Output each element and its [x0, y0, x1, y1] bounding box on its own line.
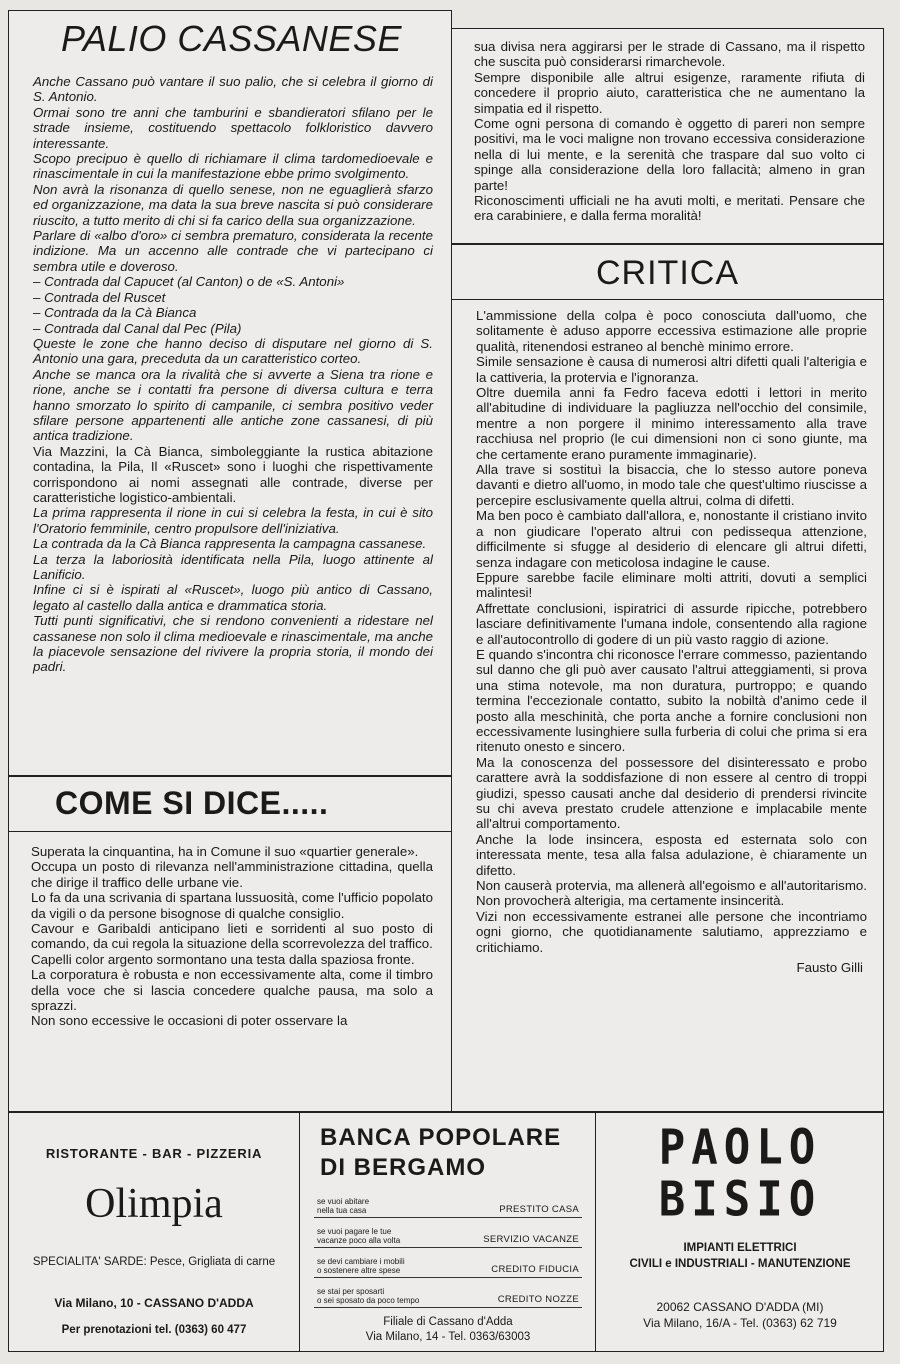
come-si-dice-paragraph: Cavour e Garibaldi anticipano lieti e sorridenti al suo posto di comando, da cui regola la situazione della scorrevolezza del traffico. [31, 921, 433, 952]
come-si-dice-paragraph: Occupa un posto di rilevanza nell'amministrazione cittadina, quella che dirige il traffico delle urbane vie. [31, 859, 433, 890]
bisio-logo-line1: PAOLO [658, 1119, 822, 1176]
carabiniere-paragraph: Sempre disponibile alle altrui esigenze, raramente rifiuta di concedere il proprio aiuto, caratteristica che ne aumentano la simpatia ed il rispetto. [474, 69, 865, 116]
olimpia-address: Via Milano, 10 - CASSANO D'ADDA [54, 1296, 254, 1310]
banca-service-row [314, 1188, 582, 1218]
critica-paragraph: E quando s'incontra chi riconosce l'errare commesso, pazientando sul danno che gli può aver causato l'altrui atteggiamenti, si prova una stima notevole, ma non duratura, purtroppo; e quando termina l'eccezionale contatto, subito la nobiltà d'animo cede il posto alla meschinità, che porta anche a fornire conclusioni non eccessivamente lusinghiere sulla furberia di colui che prima si era ritenuto onesto e sincero. [476, 646, 867, 755]
banca-services [314, 1188, 582, 1308]
service-desc-line: nella tua casa [317, 1206, 367, 1215]
critica-paragraph: Simile sensazione è causa di numerosi altri difetti quali l'alterigia e la cattiveria, la protervia e l'ignoranza. [476, 354, 867, 385]
come-si-dice-paragraph: Lo fa da una scrivania di spartana lussuosità, come l'ufficio popolato da vigili o da persone bisognose di qualche consiglio. [31, 890, 433, 921]
palio-paragraph: Scopo precipuo è quello di richiamare il clima tardomedioevale e rinascimentale in cui la manifestazione ebbe primo svolgimento. [33, 151, 433, 182]
come-si-dice-paragraph: La corporatura è robusta e non eccessivamente alta, come il timbro della voce che si lascia concedere qualche pausa, ma solo a sprazzi. [31, 967, 433, 1014]
palio-paragraph: Tutti punti significativi, che si rendono convenienti a ridestare nel cassanese non solo il clima medioevale e rinascimentale, ma anche la piacevole sensazione del rivivere la propria storia, il mondo dei padri. [33, 613, 433, 675]
ad-paolo-bisio [596, 1112, 884, 1352]
service-desc-line: se stai per sposarti [317, 1287, 385, 1296]
ad-olimpia [8, 1112, 300, 1352]
banca-service-row [314, 1248, 582, 1278]
palio-paragraph: Non avrà la risonanza di quello senese, non ne eguaglierà sfarzo ed organizzazione, ma data la sua breve nascita si può considerare riuscito, a tutto merito di chi si fa carico della sua organizzazione. [33, 181, 433, 228]
service-name: PRESTITO CASA [499, 1204, 579, 1215]
contrade-list [33, 274, 433, 336]
palio-paragraph: La prima rappresenta il rione in cui si celebra la festa, in cui è sito l'Oratorio femminile, centro propulsore dell'iniziativa. [33, 505, 433, 536]
service-desc-line: se vuoi pagare le tue [317, 1227, 392, 1236]
critica-paragraph: L'ammissione della colpa è poco conosciuta dall'uomo, che solitamente è aduso apporre eccessiva estimazione alle proprie qualità, ritenendosi estraneo al benchè minimo errore. [476, 308, 867, 354]
bisio-line1: IMPIANTI ELETTRICI [683, 1242, 797, 1254]
bisio-address: Via Milano, 16/A - Tel. (0363) 62 719 [643, 1316, 837, 1330]
palio-paragraph: La contrada da la Cà Bianca rappresenta la campagna cassanese. [33, 536, 427, 552]
banca-name-line2: DI BERGAMO [320, 1154, 486, 1181]
palio-paragraph: Anche se manca ora la rivalità che si avverte a Siena tra rione e rione, anche se i contatti fra persone di diversa cultura e terra hanno smorzato lo spirito di campanile, ci sembra positivo veder sfilare persone appartenenti alle antiche zone cassanesi, di più antica tradizione. [33, 366, 433, 444]
list-item: – Contrada dal Canal dal Pec (Pila) [33, 320, 242, 336]
service-desc [317, 1197, 369, 1215]
come-si-dice-paragraph: Superata la cinquantina, ha in Comune il suo «quartier generale». [31, 844, 419, 859]
ad-banca-popolare [300, 1112, 596, 1352]
service-desc [317, 1287, 419, 1305]
service-name: SERVIZIO VACANZE [483, 1234, 579, 1245]
list-item: – Contrada dal Capucet (al Canton) o de «S. Antoni» [33, 274, 345, 290]
service-desc [317, 1227, 400, 1245]
critica-paragraph: Oltre duemila anni fa Fedro faceva edotti i lettori in merito all'abitudine di individuare la pagliuzza nell'occhio del consimile, mentre a non porgere il minimo interessamento alla trave racchiusa nel proprio (le cui dimensioni non ci sono giunte, ma che certamente erano puramente immaginarie). [476, 385, 867, 462]
palio-article [8, 66, 452, 776]
bisio-logo-line2: BISIO [658, 1171, 822, 1228]
service-desc-line: o sostenere altre spese [317, 1266, 401, 1275]
critica-title: CRITICA [596, 254, 739, 292]
olimpia-logo: Olimpia [85, 1181, 223, 1227]
bisio-city: 20062 CASSANO D'ADDA (MI) [656, 1300, 824, 1314]
critica-paragraph: Affrettate conclusioni, ispiratrici di assurde ripicche, potrebbero lasciare definitivamente l'umana indole, consentendo alla ragione e all'autocontrollo di godere di un più vasto raggio di azione. [476, 600, 867, 647]
service-desc [317, 1257, 405, 1275]
list-item: – Contrada da la Cà Bianca [33, 305, 197, 321]
critica-paragraph: Vizi non eccessivamente estranei alle persone che incontriamo ogni giorno, che quotidianamente salutiamo, apprezziamo e critichiamo. [476, 908, 867, 955]
critica-paragraph: Ma ben poco è cambiato dall'allora, e, nonostante il cristiano invito a non giudicare l'operato altrui con pedissequa attenzione, difficilmente si sfugge al desiderio di elencare gli altrui difetti, senza indagare con meticolosa indagine le cause. [476, 508, 867, 570]
come-si-dice-paragraph: Non sono eccessive le occasioni di poter osservare la [31, 1013, 348, 1029]
palio-paragraph: Ormai sono tre anni che tamburini e sbandieratori sfilano per le strade insieme, costituendo spettacolo folkloristico davvero interessante. [33, 104, 433, 151]
palio-title: PALIO CASSANESE [61, 18, 402, 59]
banca-service-row [314, 1218, 582, 1248]
palio-paragraph: Infine ci si è ispirati al «Ruscet», luogo più antico di Cassano, legato al castello dalla antica e drammatica storia. [33, 582, 433, 613]
critica-paragraph: Anche la lode insincera, esposta ed esternata solo con interessata mente, tesa alla falsa adulazione, è chiaramente un difetto. [476, 831, 867, 878]
critica-paragraph: Non causerà protervia, ma allenerà all'egoismo e all'autoritarismo. Non provocherà alterigia, ma certamente insincerità. [476, 878, 867, 909]
palio-paragraph: La terza la laboriosità identificata nella Pila, luogo attinente al Lanificio. [33, 551, 433, 582]
come-si-dice-title: COME SI DICE..... [55, 785, 329, 821]
come-si-dice-title-box [8, 776, 452, 832]
carabiniere-paragraph: Riconoscimenti ufficiali ne ha avuti molti, e meritati. Pensare che era carabiniere, e dalla ferma moralità! [474, 193, 865, 224]
olimpia-phone: Per prenotazioni tel. (0363) 60 477 [61, 1324, 247, 1336]
service-desc-line: se devi cambiare i mobili [317, 1257, 405, 1266]
critica-title-box [452, 244, 884, 300]
critica-paragraph: Ma la conoscenza del possessore del disinteressato e probo carattere avrà la soddisfazione di non essere al centro di troppi giudizi, spesso causati anche dal desiderio di prendersi rivincite su chi aveva prestato crudele attenzione e implacabile mente all'altrui comportamento. [476, 754, 867, 832]
carabiniere-paragraph: Come ogni persona di comando è oggetto di pareri non sempre positivi, ma le voci maligne non trovano eccessiva considerazione nella di lui mente, e la serenità che traspare dal suo volto ci spinge alla considerazione della loro fallacità; almeno in gran parte! [474, 116, 865, 193]
critica-paragraph: Eppure sarebbe facile eliminare molti attriti, dovuti a semplici malintesi! [476, 569, 867, 601]
palio-title-box [8, 10, 452, 66]
service-desc-line: vacanze poco alla volta [317, 1236, 401, 1245]
olimpia-category: RISTORANTE - BAR - PIZZERIA [45, 1146, 263, 1161]
service-name: CREDITO NOZZE [497, 1294, 579, 1305]
list-item: – Contrada del Ruscet [33, 289, 166, 305]
banca-address: Via Milano, 14 - Tel. 0363/63003 [365, 1331, 531, 1343]
palio-paragraph: Via Mazzini, la Cà Bianca, simboleggiante la rustica abitazione contadina, la Pila, Il «Ruscet» sono i luoghi che rispettivamente corrispondono ai nomi assegnati alle contrade, diverse per caratteristiche logistico-ambientali. [33, 443, 433, 505]
palio-paragraph: Queste le zone che hanno deciso di disputare nel giorno di S. Antonio una gara, preceduta da un caratteristico corteo. [33, 335, 433, 367]
banca-branch: Filiale di Cassano d'Adda [383, 1316, 513, 1328]
service-name: CREDITO FIDUCIA [491, 1264, 579, 1275]
palio-paragraph: Anche Cassano può vantare il suo palio, che si celebra il giorno di S. Antonio. [33, 74, 433, 105]
come-si-dice-article [8, 832, 452, 1112]
service-desc-line: se vuoi abitare [317, 1197, 370, 1206]
carabiniere-article [452, 28, 884, 244]
banca-name-line1: BANCA POPOLARE [320, 1124, 562, 1151]
carabiniere-paragraph: sua divisa nera aggirarsi per le strade di Cassano, ma il rispetto che suscita può considerarsi rimarchevole. [474, 39, 865, 70]
critica-article [452, 300, 884, 1112]
palio-paragraph: Parlare di «albo d'oro» ci sembra prematuro, considerata la recente indizione. Ma un accenno alle contrade che vi partecipano ci sembra utile e doveroso. [33, 228, 433, 274]
olimpia-specialita: SPECIALITA' SARDE: Pesce, Grigliata di carne [32, 1256, 276, 1268]
critica-author: Fausto Gilli [796, 960, 863, 976]
bisio-line2: CIVILI e INDUSTRIALI - MANUTENZIONE [629, 1258, 851, 1270]
critica-paragraph: Alla trave si sostituì la bisaccia, che lo stesso autore poneva davanti e dietro all'uomo, in modo tale che quest'ultimo riuscisse a percepire esclusivamente quella altrui, colma di difetti. [476, 462, 867, 508]
come-si-dice-paragraph: Capelli color argento sormontano una testa dalla spaziosa fronte. [31, 951, 415, 967]
service-desc-line: o sei sposato da poco tempo [317, 1296, 420, 1305]
banca-service-row [314, 1278, 582, 1308]
